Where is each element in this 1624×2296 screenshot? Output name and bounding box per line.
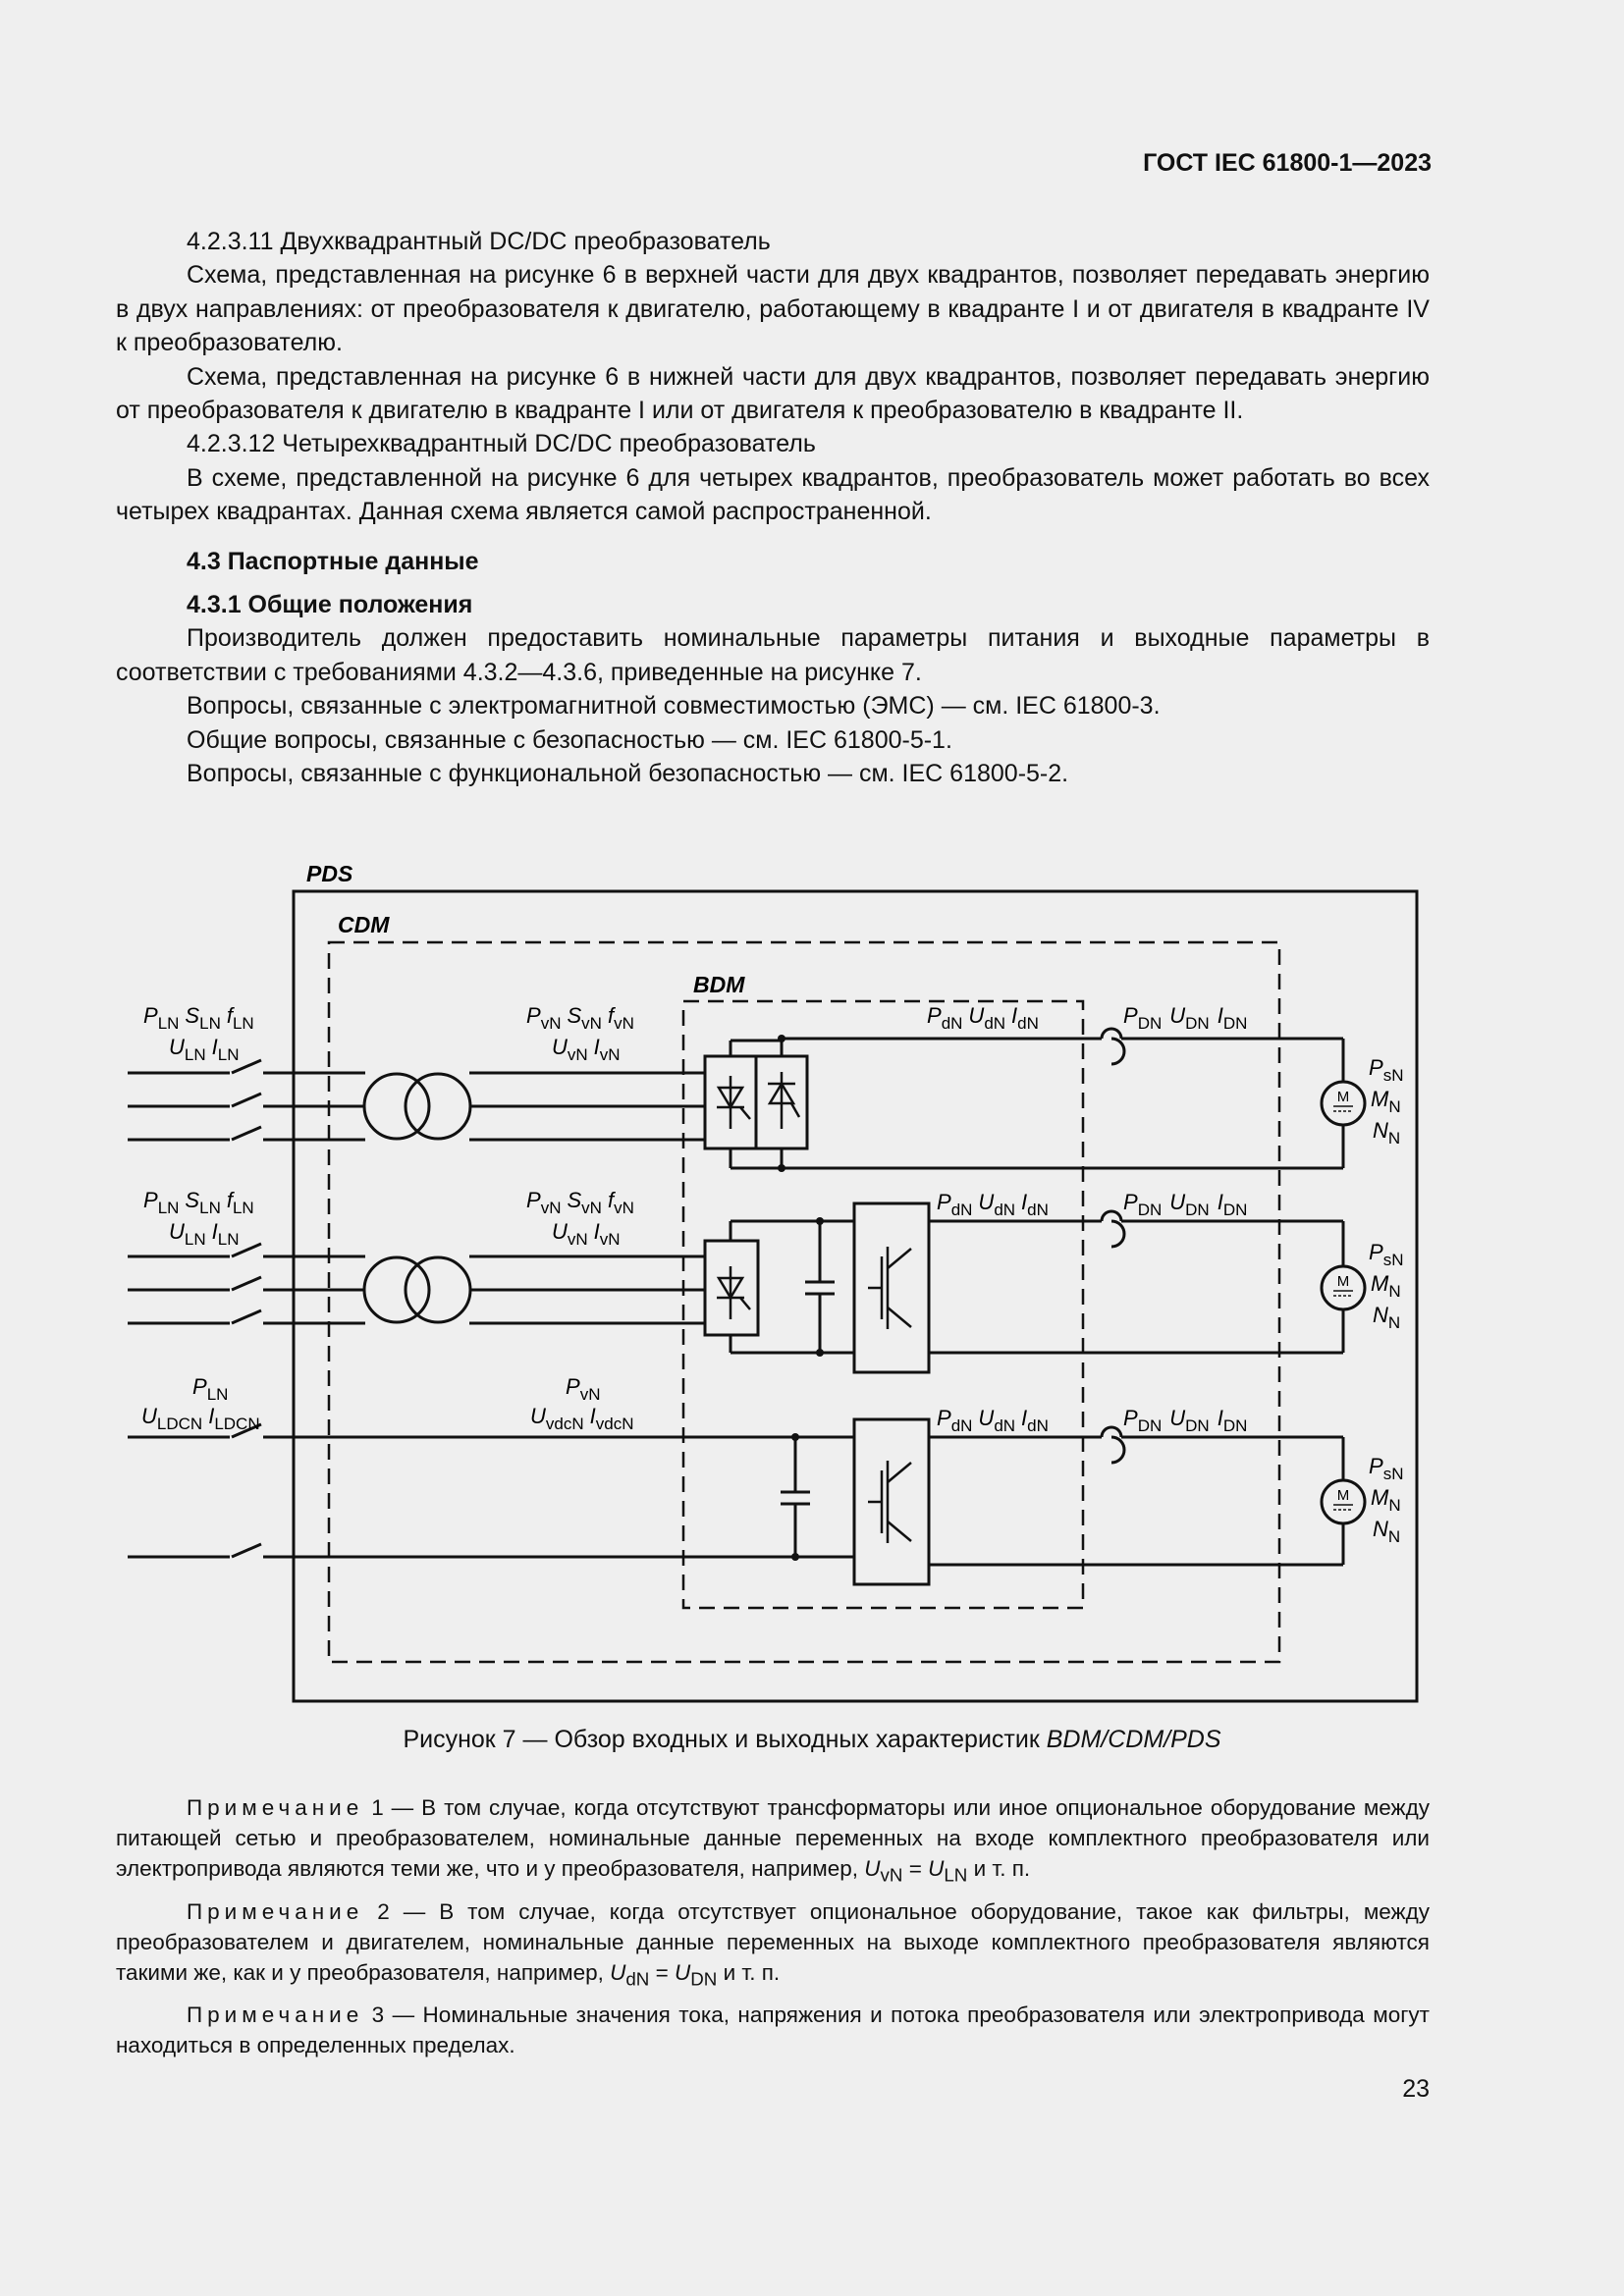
- svg-text:M: M: [1336, 1089, 1350, 1105]
- paragraph: Производитель должен предоставить номинальные параметры питания и выходные параметры в соответствии с требованиями 4.3.2—4.3.6, приведенные на рисунке 7.: [116, 624, 1430, 686]
- note-2: Примечание 2 — В том случае, когда отсутствует опциональное оборудование, такое как фильтры, между преобразователем и двигателем, номинальные данные переменных на выходе комплектного преобразователя являются такими же, как и у преобразователя, например, $U_{dN} = U_{DN}$ и т. п.: [116, 1898, 1430, 1989]
- cdm-label: CDM: [338, 912, 390, 937]
- paragraph: Общие вопросы, связанные с безопасностью — см. IEC 61800-5-1.: [187, 725, 952, 754]
- page-number: 23: [1402, 2075, 1430, 2103]
- document-header: ГОСТ IEC 61800-1—2023: [1143, 149, 1432, 177]
- svg-text:PLNSLNfLN: $P_{LN}$ $S_{LN}$ $f_{LN}$: [143, 1003, 254, 1033]
- svg-text:PsN: $P_{sN}$: [1369, 1454, 1404, 1483]
- svg-text:M: M: [1336, 1487, 1350, 1504]
- section-4-2-3-12-title: 4.2.3.12 Четырехквадрантный DC/DC преобразователь: [187, 430, 816, 458]
- svg-text:PdNUdNIdN: $P_{dN}$ $U_{dN}$ $I_{dN}$: [937, 1406, 1049, 1435]
- svg-text:PLN: $P_{LN}$: [192, 1374, 229, 1404]
- svg-text:PvNSvNfvN: $P_{vN}$ $S_{vN}$ $f_{vN}$: [526, 1188, 634, 1217]
- svg-text:M: M: [1336, 1273, 1350, 1290]
- notes: [116, 1792, 1430, 2066]
- svg-text:PdNUdNIdN: $P_{dN}$ $U_{dN}$ $I_{dN}$: [937, 1190, 1049, 1219]
- svg-text:UvdcNIvdcN: $U_{vdcN}$ $I_{vdcN}$: [530, 1404, 634, 1433]
- svg-text:NN: $N_N$: [1373, 1118, 1401, 1148]
- svg-text:PvN: $P_{vN}$: [566, 1374, 601, 1404]
- inverter-icon: [854, 1419, 929, 1584]
- inverter-icon: [854, 1203, 929, 1372]
- svg-text:PLNSLNfLN: $P_{LN}$ $S_{LN}$ $f_{LN}$: [143, 1188, 254, 1217]
- bdm-boundary: [683, 1001, 1083, 1608]
- svg-text:ULNILN: $U_{LN}$ $I_{LN}$: [169, 1035, 240, 1064]
- svg-text:PsN: $P_{sN}$: [1369, 1055, 1404, 1085]
- pds-label: PDS: [306, 861, 353, 886]
- svg-text:MN: $M_N$: [1371, 1271, 1401, 1301]
- svg-text:UvNIvN: $U_{vN}$ $I_{vN}$: [552, 1219, 621, 1249]
- svg-text:ULDCNILDCN: $U_{LDCN}$ $I_{LDCN}$: [141, 1404, 260, 1433]
- svg-text:PDNUDNIDN: $P_{DN}$ $U_{DN}$ $I_{DN}$: [1123, 1190, 1248, 1219]
- svg-text:MN: $M_N$: [1371, 1485, 1401, 1515]
- transformer-icon: [364, 1257, 429, 1322]
- note-1: Примечание 1 — В том случае, когда отсутствуют трансформаторы или иное опциональное оборудование между питающей сетью и преобразователем, номинальные данные переменных на входе комплектного преобразователя или электропривода являются теми же, что и у преобразователя, например, $U_{vN} = U_{LN}$ и т. п.: [116, 1795, 1430, 1886]
- svg-text:NN: $N_N$: [1373, 1517, 1401, 1546]
- svg-text:PdNUdNIdN: $P_{dN}$ $U_{dN}$ $I_{dN}$: [927, 1003, 1039, 1033]
- svg-text:PsN: $P_{sN}$: [1369, 1240, 1404, 1269]
- section-4-2-3-11-title: 4.2.3.11 Двухквадрантный DC/DC преобразователь: [187, 228, 771, 255]
- svg-text:NN: $N_N$: [1373, 1303, 1401, 1332]
- transformer-icon: [364, 1074, 429, 1139]
- svg-text:UvNIvN: $U_{vN}$ $I_{vN}$: [552, 1035, 621, 1064]
- svg-text:PDNUDNIDN: $P_{DN}$ $U_{DN}$ $I_{DN}$: [1123, 1406, 1248, 1435]
- figure-caption: Рисунок 7 — Обзор входных и выходных характеристик BDM/CDM/PDS: [403, 1726, 1221, 1753]
- svg-text:MN: $M_N$: [1371, 1087, 1401, 1116]
- paragraph: В схеме, представленной на рисунке 6 для четырех квадрантов, преобразователь может работать во всех четырех квадрантах. Данная схема является самой распространенной.: [116, 463, 1430, 526]
- section-4-3-heading: 4.3 Паспортные данные: [187, 547, 479, 575]
- svg-text:PvNSvNfvN: $P_{vN}$ $S_{vN}$ $f_{vN}$: [526, 1003, 634, 1033]
- paragraph: Схема, представленная на рисунке 6 в нижней части для двух квадрантов, позволяет передавать энергию от преобразователя к двигателю в квадранте I или от двигателя к преобразователю в квадранте II.: [116, 362, 1430, 425]
- note-3: Примечание 3 — Номинальные значения тока, напряжения и потока преобразователя или электропривода могут находиться в определенных пределах.: [116, 2002, 1430, 2057]
- paragraph: Вопросы, связанные с функциональной безопасностью — см. IEC 61800-5-2.: [187, 760, 1069, 788]
- bdm-label: BDM: [693, 972, 745, 997]
- section-4-3-1-heading: 4.3.1 Общие положения: [187, 591, 473, 619]
- svg-text:ULNILN: $U_{LN}$ $I_{LN}$: [169, 1219, 240, 1249]
- cdm-boundary: [329, 942, 1279, 1662]
- paragraph: Вопросы, связанные с электромагнитной совместимостью (ЭМС) — см. IEC 61800-3.: [187, 692, 1161, 721]
- paragraph: Схема, представленная на рисунке 6 в верхней части для двух квадрантов, позволяет передавать энергию в двух направлениях: от преобразователя к двигателю, работающему в квадранте I и от двигателя в квадранте IV к преобразователю.: [116, 261, 1430, 357]
- svg-text:PDNUDNIDN: $P_{DN}$ $U_{DN}$ $I_{DN}$: [1123, 1003, 1248, 1033]
